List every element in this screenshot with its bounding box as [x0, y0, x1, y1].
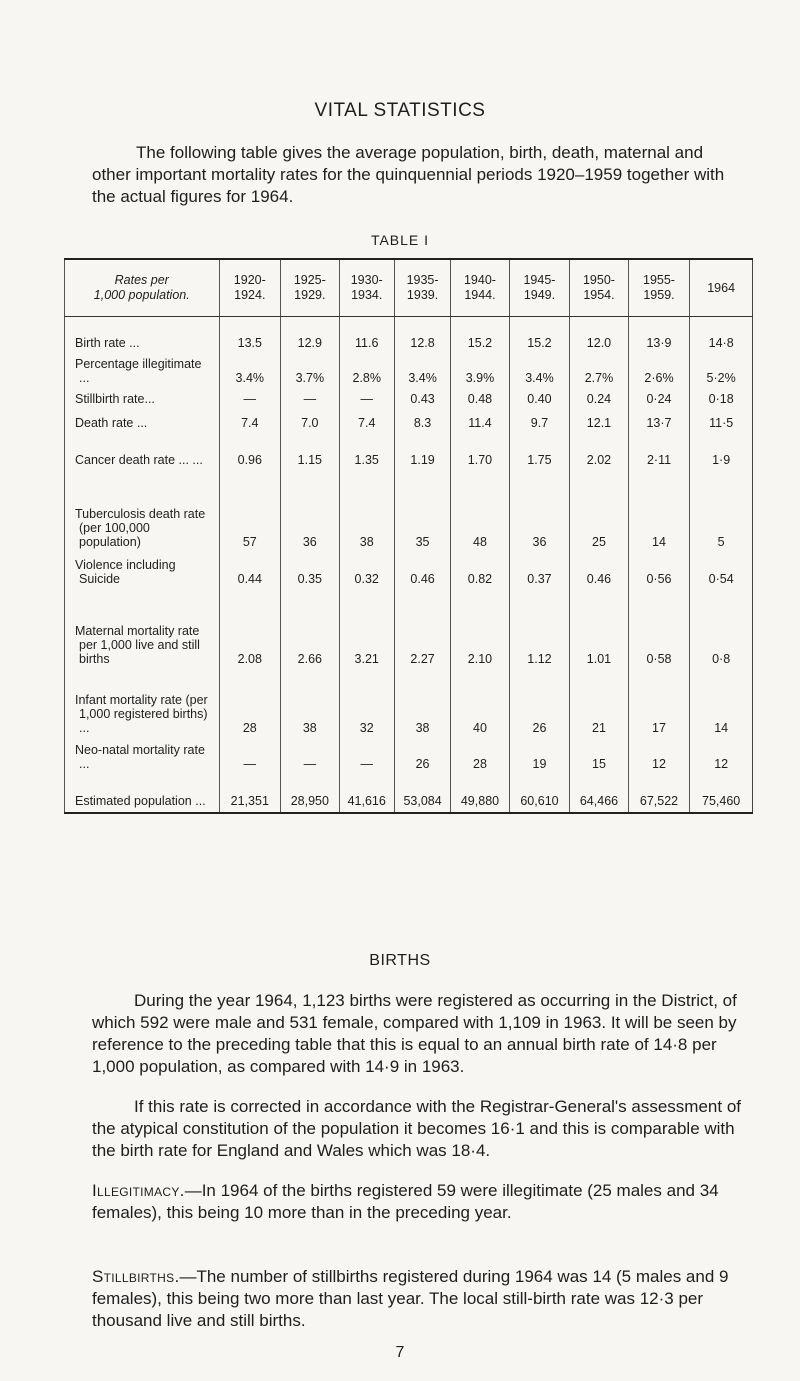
table-cell: 12.8 — [394, 317, 450, 354]
table-cell: 0.32 — [339, 553, 394, 590]
table-cell: 14·8 — [690, 317, 753, 354]
table-cell: 19 — [509, 739, 570, 775]
table-cell: — — [219, 739, 281, 775]
table-cell: 0.35 — [281, 553, 339, 590]
header-rates-line1: Rates per — [114, 273, 169, 287]
table-cell: — — [219, 389, 281, 410]
table-cell: 0·24 — [628, 389, 690, 410]
table-cell: 11.6 — [339, 317, 394, 354]
row-label: Neo-natal mortality rate ... — [65, 739, 220, 775]
table-header-row — [65, 259, 753, 317]
table-cell: 53,084 — [394, 775, 450, 813]
table-cell: 0.40 — [509, 389, 570, 410]
table-cell: 67,522 — [628, 775, 690, 813]
table-cell: 0·54 — [690, 553, 753, 590]
column-header: 1945- 1949. — [509, 259, 570, 317]
table-cell: 2.66 — [281, 590, 339, 670]
row-label: Cancer death rate ... ... — [65, 434, 220, 471]
table-cell: 2.8% — [339, 354, 394, 389]
row-label: Death rate ... — [65, 410, 220, 434]
table-row — [65, 354, 753, 389]
table-cell: 0.24 — [570, 389, 628, 410]
page-number: 7 — [395, 1344, 405, 1361]
table-cell: — — [281, 389, 339, 410]
table-cell: 5·2% — [690, 354, 753, 389]
table-cell: 48 — [451, 471, 509, 553]
column-header: 1955- 1959. — [628, 259, 690, 317]
table-caption: TABLE I — [370, 232, 430, 248]
table-cell: 0.82 — [451, 553, 509, 590]
table-row — [65, 553, 753, 590]
table-cell: 28 — [451, 739, 509, 775]
vital-statistics-table — [64, 258, 753, 814]
table-cell: 14 — [628, 471, 690, 553]
births-paragraph-1: During the year 1964, 1,123 births were registered as occurring in the District, of which 592 were male and 531 female, compared with 1,109 in 1963. It will be seen by reference to the preceding table that this is equal to an annual birth rate of 14·8 per 1,000 population, as compared with 14·9 in 1963. — [92, 991, 737, 1076]
table-cell: 21,351 — [219, 775, 281, 813]
table-row — [65, 410, 753, 434]
table-cell: 12 — [690, 739, 753, 775]
table-cell: 2.10 — [451, 590, 509, 670]
column-header: 1920- 1924. — [219, 259, 281, 317]
table-cell: — — [339, 739, 394, 775]
table-cell: 26 — [394, 739, 450, 775]
table-cell: 14 — [690, 670, 753, 739]
table-cell: 35 — [394, 471, 450, 553]
column-header: 1964 — [690, 259, 753, 317]
table-cell: 0·8 — [690, 590, 753, 670]
header-rates-line2: 1,000 population. — [93, 288, 190, 302]
table-row — [65, 317, 753, 354]
header-rates-label — [65, 259, 220, 317]
table-cell: 5 — [690, 471, 753, 553]
table-cell: 0.96 — [219, 434, 281, 471]
row-label: Percentage illegitimate ... — [65, 354, 220, 389]
table-cell: 3.4% — [394, 354, 450, 389]
row-label: Birth rate ... — [65, 317, 220, 354]
vital-statistics-table-wrapper — [64, 258, 753, 814]
row-label: Stillbirth rate... — [65, 389, 220, 410]
table-cell: 36 — [509, 471, 570, 553]
column-header: 1940- 1944. — [451, 259, 509, 317]
table-cell: 13·9 — [628, 317, 690, 354]
table-cell: 1.15 — [281, 434, 339, 471]
table-cell: 9.7 — [509, 410, 570, 434]
table-cell: 0.46 — [394, 553, 450, 590]
illegitimacy-text: —In 1964 of the births registered 59 were illegitimate (25 males and 34 females), this being 10 more than in the preceding year. — [92, 1181, 719, 1222]
table-cell: 21 — [570, 670, 628, 739]
table-cell: — — [281, 739, 339, 775]
table-cell: 2·6% — [628, 354, 690, 389]
table-row — [65, 775, 753, 813]
table-cell: 0·58 — [628, 590, 690, 670]
table-cell: 0.48 — [451, 389, 509, 410]
table-cell: 3.7% — [281, 354, 339, 389]
table-cell: 13·7 — [628, 410, 690, 434]
table-cell: 28 — [219, 670, 281, 739]
births-heading: BIRTHS — [369, 952, 431, 969]
stillbirths-heading: Stillbirths. — [92, 1267, 180, 1286]
table-cell: 41,616 — [339, 775, 394, 813]
illegitimacy-paragraph — [92, 1180, 744, 1224]
table-cell: 7.4 — [339, 410, 394, 434]
table-cell: 49,880 — [451, 775, 509, 813]
table-cell: 12.9 — [281, 317, 339, 354]
table-cell: 3.4% — [509, 354, 570, 389]
table-cell: 1.75 — [509, 434, 570, 471]
column-header: 1925- 1929. — [281, 259, 339, 317]
table-cell: 0·18 — [690, 389, 753, 410]
table-cell: 28,950 — [281, 775, 339, 813]
table-cell: 36 — [281, 471, 339, 553]
table-cell: 60,610 — [509, 775, 570, 813]
table-cell: 12 — [628, 739, 690, 775]
table-cell: 2.02 — [570, 434, 628, 471]
table-cell: 15.2 — [509, 317, 570, 354]
table-cell: 57 — [219, 471, 281, 553]
column-header: 1935- 1939. — [394, 259, 450, 317]
table-cell: 75,460 — [690, 775, 753, 813]
stillbirths-text: —The number of stillbirths registered during 1964 was 14 (5 males and 9 females), this being two more than last year. The local still-birth rate was 12·3 per thousand live and still births. — [92, 1267, 729, 1330]
table-cell: 1·9 — [690, 434, 753, 471]
table-cell: 64,466 — [570, 775, 628, 813]
table-cell: 3.21 — [339, 590, 394, 670]
stillbirths-paragraph — [92, 1266, 744, 1332]
table-cell: 0.44 — [219, 553, 281, 590]
table-cell: 26 — [509, 670, 570, 739]
row-label: Infant mortality rate (per 1,000 registered births) ... — [65, 670, 220, 739]
table-row — [65, 739, 753, 775]
table-row — [65, 434, 753, 471]
table-cell: 32 — [339, 670, 394, 739]
table-cell: 1.12 — [509, 590, 570, 670]
column-header: 1930- 1934. — [339, 259, 394, 317]
table-cell: 0.46 — [570, 553, 628, 590]
table-cell: 11·5 — [690, 410, 753, 434]
table-cell: 7.0 — [281, 410, 339, 434]
table-cell: 0·56 — [628, 553, 690, 590]
row-label: Violence including Suicide — [65, 553, 220, 590]
table-cell: 38 — [281, 670, 339, 739]
table-cell: 1.01 — [570, 590, 628, 670]
table-cell: 17 — [628, 670, 690, 739]
row-label: Tuberculosis death rate (per 100,000 population) — [65, 471, 220, 553]
table-cell: 40 — [451, 670, 509, 739]
table-body — [65, 317, 753, 813]
table-cell: 1.19 — [394, 434, 450, 471]
table-cell: 15 — [570, 739, 628, 775]
table-cell: 8.3 — [394, 410, 450, 434]
table-cell: 15.2 — [451, 317, 509, 354]
table-cell: 38 — [339, 471, 394, 553]
table-cell: 13.5 — [219, 317, 281, 354]
table-row — [65, 471, 753, 553]
table-cell: 2.27 — [394, 590, 450, 670]
table-cell: 12.0 — [570, 317, 628, 354]
table-cell: 1.35 — [339, 434, 394, 471]
table-cell: 3.9% — [451, 354, 509, 389]
table-row — [65, 670, 753, 739]
table-cell: 7.4 — [219, 410, 281, 434]
table-cell: 2.7% — [570, 354, 628, 389]
table-cell: 12.1 — [570, 410, 628, 434]
table-cell: 1.70 — [451, 434, 509, 471]
row-label: Estimated population ... — [65, 775, 220, 813]
table-cell: 2·11 — [628, 434, 690, 471]
column-header: 1950- 1954. — [570, 259, 628, 317]
births-paragraph-2: If this rate is corrected in accordance with the Registrar-General's assessment of the atypical constitution of the population it becomes 16·1 and this is comparable with the birth rate for England and Wales which was 18·4. — [92, 1097, 742, 1160]
row-label: Maternal mortality rate per 1,000 live and still births — [65, 590, 220, 670]
illegitimacy-heading: Illegitimacy. — [92, 1181, 185, 1200]
table-cell: 38 — [394, 670, 450, 739]
table-cell: 25 — [570, 471, 628, 553]
page-title: VITAL STATISTICS — [314, 100, 486, 121]
table-cell: 0.43 — [394, 389, 450, 410]
intro-paragraph: The following table gives the average population, birth, death, maternal and other important mortality rates for the quinquennial periods 1920–1959 together with the actual figures for 1964. — [92, 143, 725, 206]
table-cell: 2.08 — [219, 590, 281, 670]
table-row — [65, 389, 753, 410]
table-cell: 0.37 — [509, 553, 570, 590]
table-cell: — — [339, 389, 394, 410]
table-cell: 11.4 — [451, 410, 509, 434]
table-row — [65, 590, 753, 670]
table-cell: 3.4% — [219, 354, 281, 389]
